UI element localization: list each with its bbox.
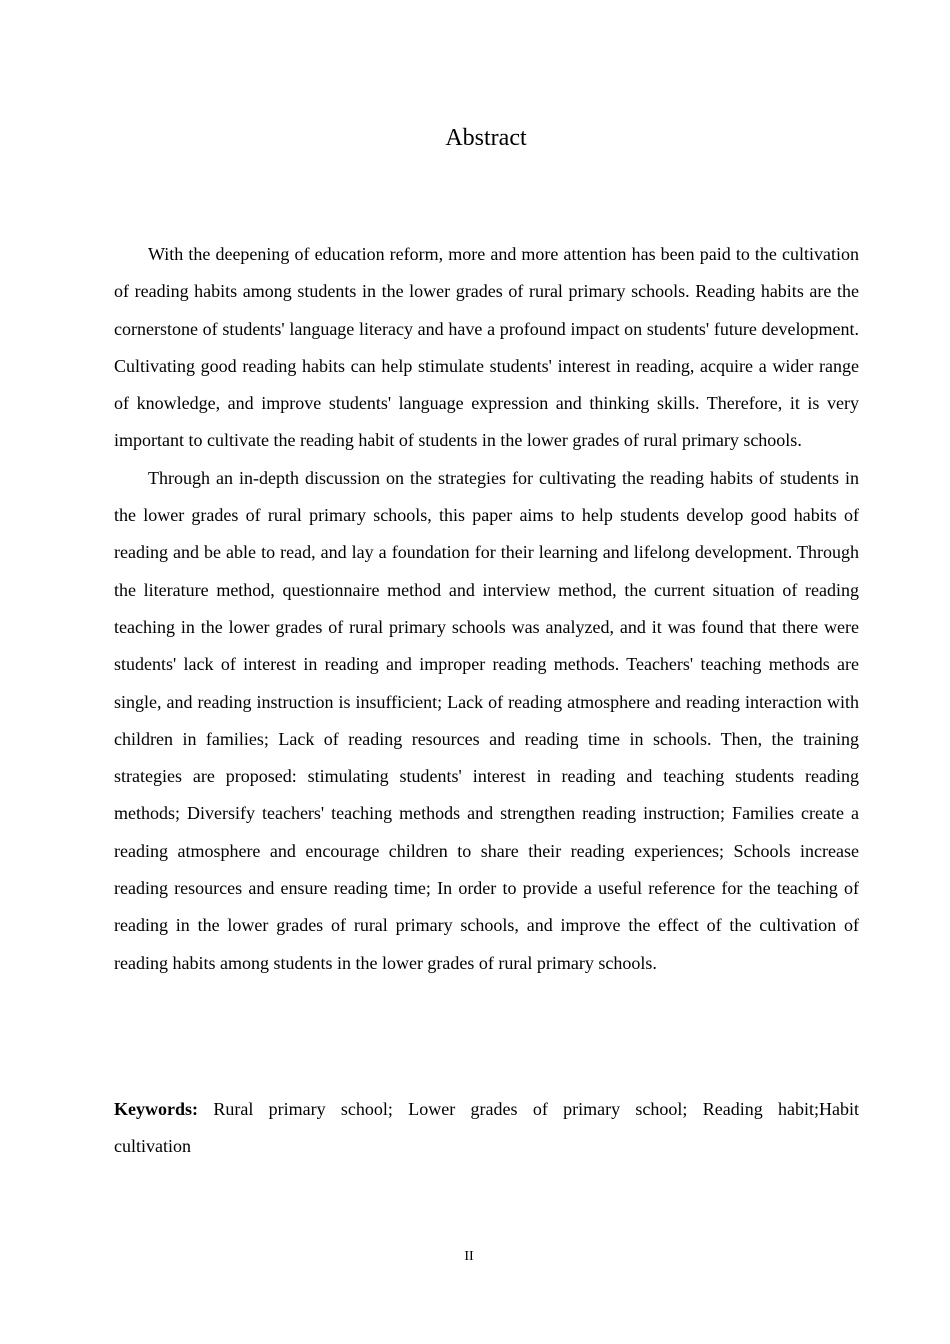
- abstract-paragraph-2: Through an in-depth discussion on the strategies for cultivating the reading habits of students in the lower grades of rural primary schools, this paper aims to help students develop good habits of reading and be able to read, and lay a foundation for their learning and lifelong development. Through the literature method, questionnaire method and interview method, the current situation of reading teaching in the lower grades of rural primary schools was analyzed, and it was found that there were students' lack of interest in reading and improper reading methods. Teachers' teaching methods are single, and reading instruction is insufficient; Lack of reading atmosphere and reading interaction with children in families; Lack of reading resources and reading time in schools. Then, the training strategies are proposed: stimulating students' interest in reading and teaching students reading methods; Diversify teachers' teaching methods and strengthen reading instruction; Families create a reading atmosphere and encourage children to share their reading experiences; Schools increase reading resources and ensure reading time; In order to provide a useful reference for the teaching of reading in the lower grades of rural primary schools, and improve the effect of the cultivation of reading habits among students in the lower grades of rural primary schools.: [114, 467, 859, 973]
- abstract-paragraph-1: With the deepening of education reform, more and more attention has been paid to the cultivation of reading habits among students in the lower grades of rural primary schools. Reading habits are the cornerstone of students' language literacy and have a profound impact on students' future development. Cultivating good reading habits can help stimulate students' interest in reading, acquire a wider range of knowledge, and improve students' language expression and thinking skills. Therefore, it is very important to cultivate the reading habit of students in the lower grades of rural primary schools.: [114, 244, 859, 451]
- keywords-label: Keywords:: [114, 1099, 198, 1119]
- page-number: II: [464, 1249, 474, 1264]
- abstract-body: [114, 236, 859, 982]
- keywords-text: Rural primary school; Lower grades of primary school; Reading habit;Habit cultivation: [114, 1099, 860, 1157]
- abstract-title: Abstract: [445, 125, 527, 151]
- keywords-line: [114, 1091, 859, 1166]
